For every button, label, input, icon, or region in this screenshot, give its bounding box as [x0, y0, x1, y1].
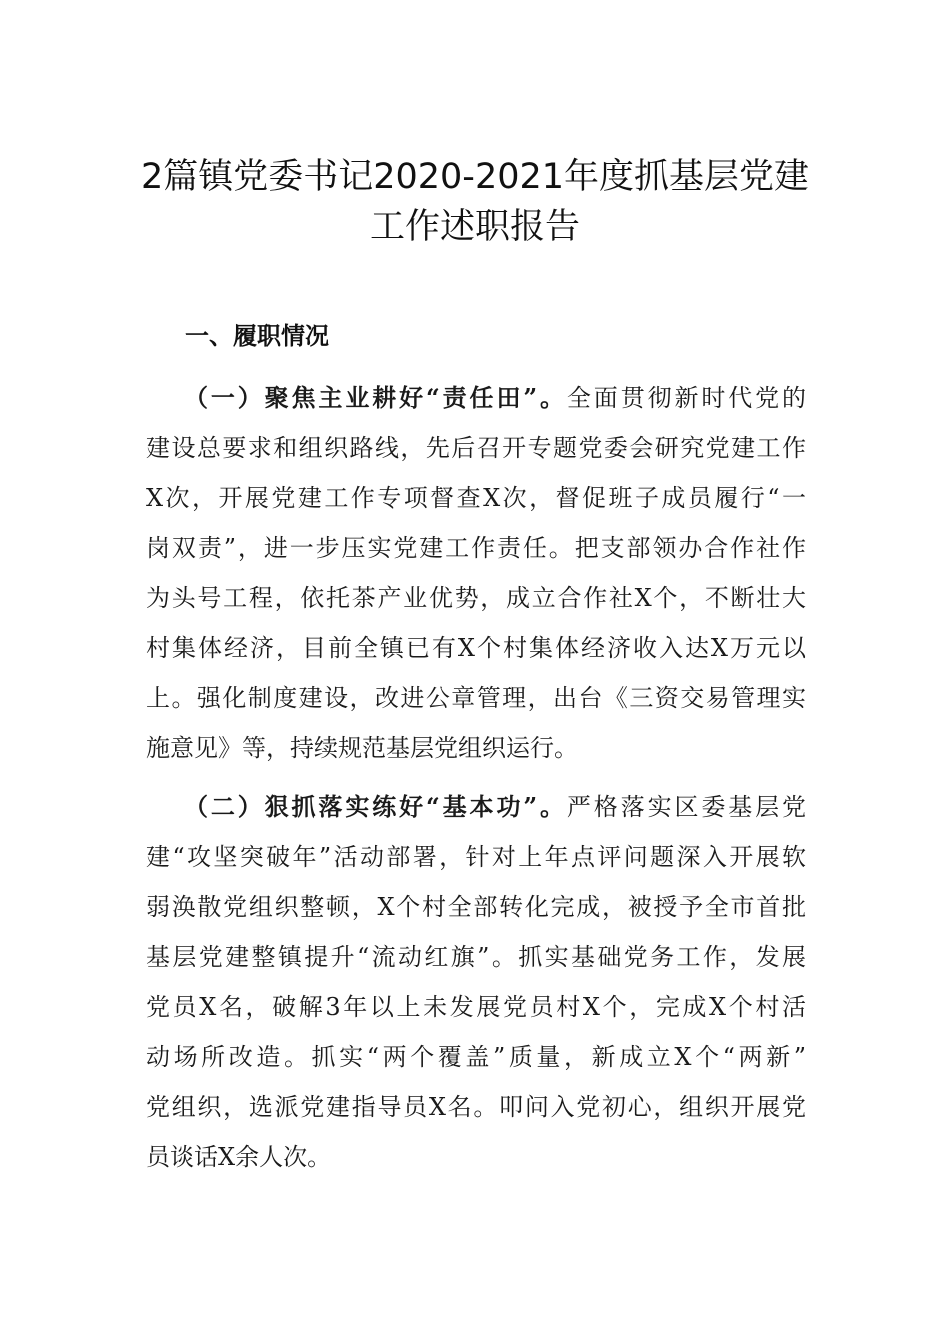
paragraph-line: 员谈话X余人次。: [146, 1143, 332, 1171]
paragraph-line: 施意见》等，持续规范基层党组织运行。: [146, 734, 578, 762]
paragraph-implementation: [146, 782, 806, 1182]
paragraph-line: X次，开展党建工作专项督查X次，督促班子成员履行“一: [146, 484, 806, 512]
paragraph-lead: （二）狠抓落实练好“基本功”。: [184, 792, 567, 821]
paragraph-line: 党组织，选派党建指导员X名。叩问入党初心，组织开展党: [146, 1093, 806, 1121]
title-line: 2篇镇党委书记2020-2021年度抓基层党建: [140, 157, 810, 197]
paragraph-line: 岗双责”，进一步压实党建工作责任。把支部领办合作社作: [146, 534, 806, 562]
paragraph-text: 全面贯彻新时代党的: [566, 384, 807, 412]
paragraph-line: 弱涣散党组织整顿，X个村全部转化完成，被授予全市首批: [146, 893, 806, 921]
paragraph-line: 上。强化制度建设，改进公章管理，出台《三资交易管理实: [146, 684, 806, 712]
paragraph-line: 建设总要求和组织路线，先后召开专题党委会研究党建工作: [146, 434, 806, 462]
document-title: [130, 152, 820, 252]
paragraph-line: 基层党建整镇提升“流动红旗”。抓实基础党务工作，发展: [146, 943, 806, 971]
paragraph-line: 动场所改造。抓实“两个覆盖”质量，新成立X个“两新”: [146, 1043, 806, 1071]
paragraph-line: 党员X名，破解3年以上未发展党员村X个，完成X个村活: [146, 993, 806, 1021]
paragraph-line: 为头号工程，依托茶产业优势，成立合作社X个，不断壮大: [146, 584, 806, 612]
paragraph-responsibility: [146, 373, 806, 773]
title-line: 工作述职报告: [369, 207, 580, 247]
paragraph-line: [146, 782, 806, 832]
paragraph-line: [146, 373, 806, 423]
paragraph-text: 严格落实区委基层党: [566, 793, 807, 821]
paragraph-lead: （一）聚焦主业耕好“责任田”。: [184, 383, 567, 412]
paragraph-line: 建“攻坚突破年”活动部署，针对上年点评问题深入开展软: [146, 843, 806, 871]
section-heading: 一、履职情况: [185, 321, 329, 350]
paragraph-line: 村集体经济，目前全镇已有X个村集体经济收入达X万元以: [146, 634, 806, 662]
